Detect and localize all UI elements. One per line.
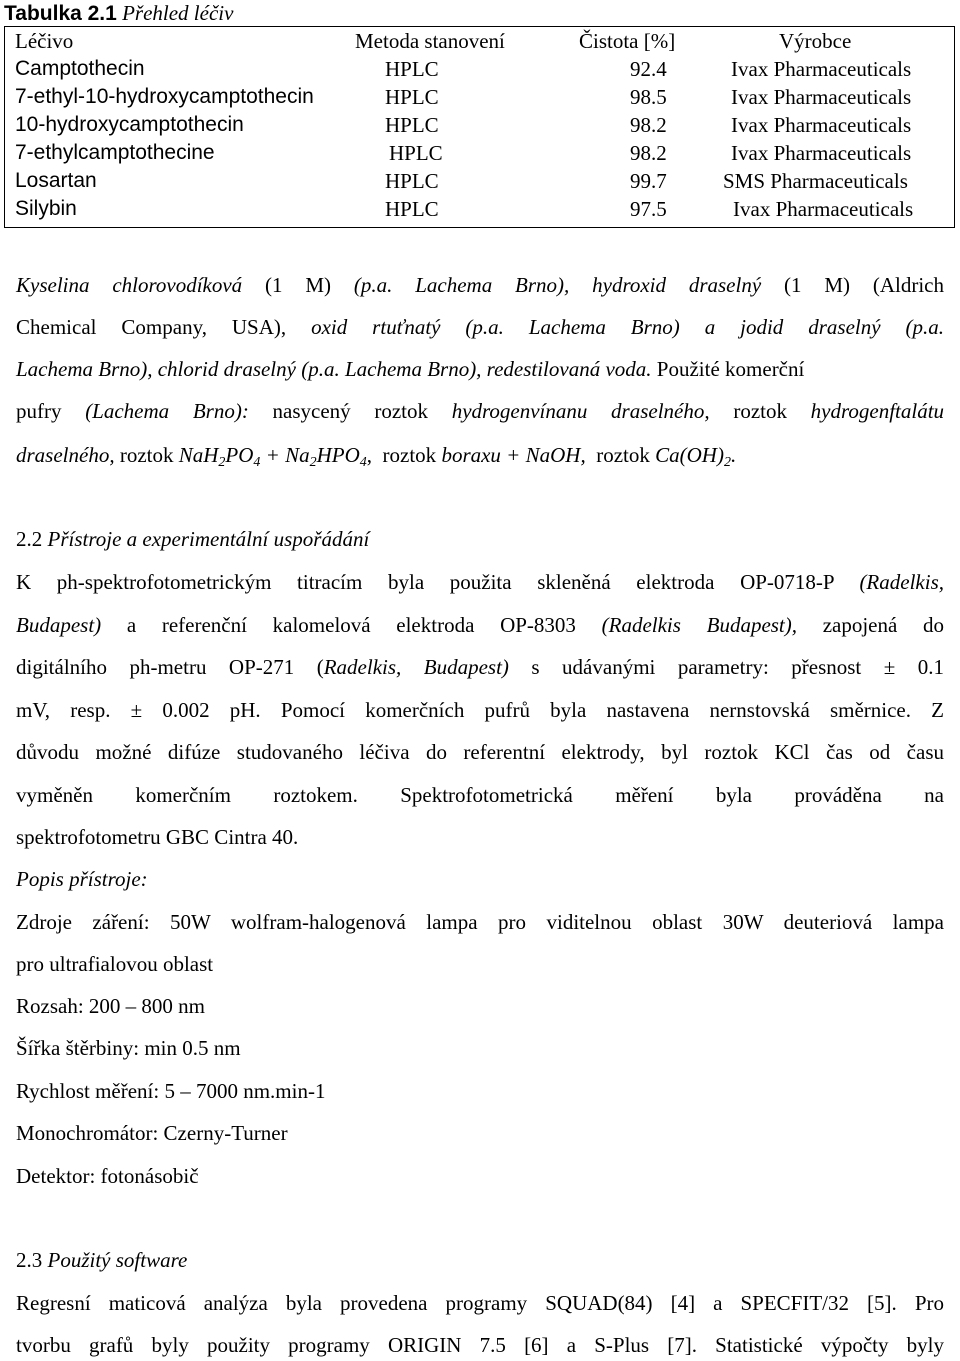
chem-buffers-word: pufry — [16, 399, 62, 423]
section-title: Použitý software — [47, 1248, 188, 1272]
cell-method: HPLC — [389, 141, 443, 165]
instrument-spec-line: Rychlost měření: 5 – 7000 nm.min-1 — [16, 1079, 326, 1103]
paragraph-line: spektrofotometru GBC Cintra 40. — [16, 825, 299, 849]
instrument-spec-line: Detektor: fotonásobič — [16, 1164, 199, 1188]
paragraph-line: vyměněn komerčním roztokem. Spektrofotometrická měření byla prováděna na — [16, 783, 944, 807]
chemicals-line — [16, 396, 944, 426]
chem-phthalate: hydrogenftalátu — [810, 399, 945, 423]
cell-manufacturer: Ivax Pharmaceuticals — [733, 197, 914, 221]
paragraph-line: K ph-spektrofotometrickým titracím byla použita skleněná elektroda OP-0718-P (Radelkis, — [16, 570, 944, 594]
table-caption-label: Tabulka 2.1 — [4, 2, 117, 25]
paragraph-line: Regresní maticová analýza byla provedena programy SQUAD(84) [4] a SPECFIT/32 [5]. Pro — [16, 1291, 944, 1315]
chem-potassium: draselného, — [16, 443, 115, 467]
cell-method: HPLC — [385, 113, 439, 137]
drug-overview-table — [4, 26, 955, 228]
chemicals-line — [16, 354, 944, 384]
chem-hcl-conc: (1 M) — [265, 273, 332, 297]
cell-method: HPLC — [385, 169, 439, 193]
chemicals-line — [16, 270, 944, 300]
cell-purity: 98.5 — [630, 85, 667, 109]
cell-manufacturer: SMS Pharmaceuticals — [723, 169, 908, 193]
chem-tartrate: hydrogenvínanu draselného, — [451, 399, 710, 423]
section-number: 2.2 — [16, 527, 43, 551]
paragraph-line: důvodu možné difúze studovaného léčiva do referentní elektrody, byl roztok KCl čas od času — [16, 740, 944, 764]
paragraph-line: Budapest) a referenční kalomelová elektroda OP-8303 (Radelkis Budapest), zapojená do — [16, 613, 945, 637]
chem-borax: boraxu + NaOH, — [441, 443, 586, 467]
chem-solution: roztok — [382, 443, 437, 467]
section-heading-2-2 — [16, 524, 944, 554]
section-number: 2.3 — [16, 1248, 43, 1272]
chem-hgo-ki: oxid rtuťnatý (p.a. Lachema Brno) a jodid draselný (p.a. — [311, 315, 944, 339]
paragraph-line: tvorbu grafů byly použity programy ORIGIN 7.5 [6] a S-Plus [7]. Statistické výpočty byly — [16, 1333, 944, 1357]
instrument-spec-line: Zdroje záření: 50W wolfram-halogenová lampa pro viditelnou oblast 30W deuteriová lampa — [16, 910, 944, 934]
header-manufacturer: Výrobce — [779, 29, 852, 53]
chem-solution: roztok — [596, 443, 650, 467]
table-row — [5, 195, 954, 223]
chem-koh-conc: (1 M) (Aldrich — [784, 273, 944, 297]
table-row — [5, 83, 954, 111]
cell-drug: Camptothecin — [15, 57, 145, 80]
cell-drug: 10-hydroxycamptothecin — [15, 113, 244, 136]
cell-drug: 7-ethylcamptothecine — [15, 141, 215, 164]
cell-manufacturer: Ivax Pharmaceuticals — [731, 113, 912, 137]
table-row — [5, 111, 954, 139]
chem-caoh: $Ca(OH)_2$. — [655, 443, 737, 470]
chem-comma: , — [366, 443, 373, 467]
cell-drug: 7-ethyl-10-hydroxycamptothecin — [15, 85, 314, 108]
chem-hcl: Kyselina chlorovodíková — [16, 273, 243, 297]
header-method: Metoda stanovení — [355, 29, 505, 53]
cell-purity: 98.2 — [630, 113, 667, 137]
table-caption — [4, 0, 233, 27]
chem-hcl-source-koh: (p.a. Lachema Brno), hydroxid draselný — [353, 273, 762, 297]
cell-method: HPLC — [385, 85, 439, 109]
instrument-spec-line: Rozsah: 200 – 800 nm — [16, 994, 205, 1018]
table-header-row — [5, 27, 954, 55]
instrument-spec-line: Monochromátor: Czerny-Turner — [16, 1121, 288, 1145]
chem-solution: roztok — [119, 443, 174, 467]
table-caption-title: Přehled léčiv — [122, 1, 234, 25]
chem-buffers-intro: Použité komerční — [656, 357, 805, 381]
section-title: Přístroje a experimentální uspořádání — [47, 527, 370, 551]
header-purity: Čistota [%] — [579, 29, 676, 53]
instrument-spec-line: Šířka štěrbiny: min 0.5 nm — [16, 1036, 241, 1060]
instrument-spec-line: pro ultrafialovou oblast — [16, 952, 214, 976]
chem-solution: roztok — [733, 399, 787, 423]
cell-purity: 97.5 — [630, 197, 667, 221]
cell-manufacturer: Ivax Pharmaceuticals — [731, 141, 912, 165]
chem-aldrich: Chemical Company, USA), — [16, 315, 287, 339]
header-drug: Léčivo — [15, 29, 74, 53]
cell-purity: 92.4 — [630, 57, 667, 81]
chemicals-line — [16, 440, 944, 470]
chem-kcl-water: Lachema Brno), chlorid draselný (p.a. Lachema Brno), redestilovaná voda. — [16, 357, 652, 381]
chem-saturated: nasycený roztok — [272, 399, 428, 423]
paragraph-line: mV, resp. ± 0.002 pH. Pomocí komerčních pufrů byla nastavena nernstovská směrnice. Z — [16, 698, 944, 722]
table-row — [5, 139, 954, 167]
instrument-description-heading: Popis přístroje: — [16, 867, 148, 891]
table-row — [5, 167, 954, 195]
paragraph-line: digitálního ph-metru OP-271 (Radelkis, Budapest) s udávanými parametry: přesnost ± 0.1 — [16, 655, 944, 679]
chemicals-line — [16, 312, 944, 342]
cell-drug: Losartan — [15, 169, 97, 192]
cell-method: HPLC — [385, 197, 439, 221]
cell-manufacturer: Ivax Pharmaceuticals — [731, 85, 912, 109]
cell-purity: 98.2 — [630, 141, 667, 165]
chem-phosphates: $NaH_2PO_4 + Na_2HPO_4$ — [178, 443, 367, 470]
cell-purity: 99.7 — [630, 169, 667, 193]
cell-manufacturer: Ivax Pharmaceuticals — [731, 57, 912, 81]
chem-buffers-source: (Lachema Brno): — [85, 399, 249, 423]
cell-method: HPLC — [385, 57, 439, 81]
cell-drug: Silybin — [15, 197, 77, 220]
section-heading-2-3 — [16, 1245, 944, 1275]
table-row — [5, 55, 954, 83]
